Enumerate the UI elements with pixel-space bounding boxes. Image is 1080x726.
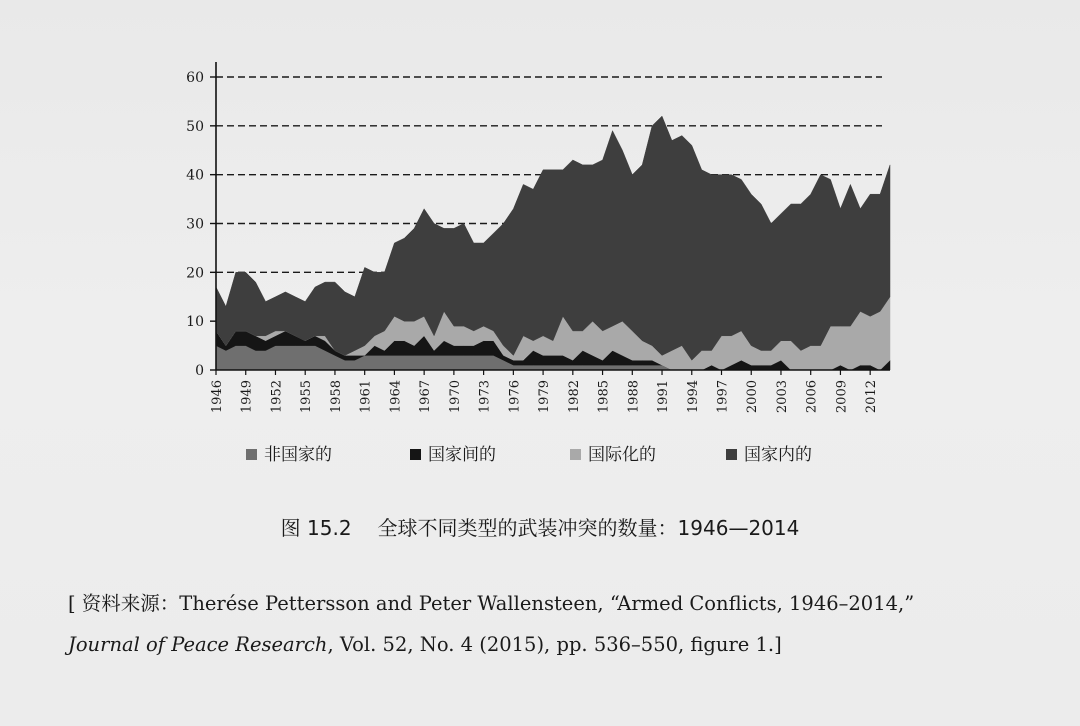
x-tick-label-2012: 2012 bbox=[864, 380, 880, 414]
y-tick-label-60: 60 bbox=[186, 70, 204, 86]
y-axis-ticks bbox=[186, 70, 216, 379]
stacked-areas bbox=[216, 116, 890, 370]
x-tick-label-1976: 1976 bbox=[507, 380, 523, 414]
x-tick-label-2003: 2003 bbox=[775, 380, 790, 414]
area-series-4 bbox=[216, 116, 890, 360]
y-tick-label-0: 0 bbox=[195, 363, 204, 379]
x-tick-label-1994: 1994 bbox=[685, 380, 701, 414]
figure-number: 图 15.2 bbox=[280, 516, 352, 540]
legend-swatch-2 bbox=[410, 449, 421, 460]
x-tick-label-1985: 1985 bbox=[596, 380, 612, 414]
source-prefix: [ 资料来源：Therése Pettersson and Peter Wallensteen, “Armed Conflicts, 1946–2014,” bbox=[68, 592, 915, 615]
x-tick-label-1973: 1973 bbox=[477, 380, 493, 414]
legend-swatch-1 bbox=[246, 449, 257, 460]
source-journal: Journal of Peace Research bbox=[68, 633, 328, 656]
x-tick-label-1955: 1955 bbox=[299, 380, 315, 414]
x-axis-ticks bbox=[210, 370, 879, 413]
y-tick-label-20: 20 bbox=[186, 265, 204, 282]
legend-label-1: 非国家的 bbox=[264, 445, 332, 465]
legend bbox=[246, 445, 812, 465]
x-tick-label-1970: 1970 bbox=[447, 380, 463, 414]
x-tick-label-1991: 1991 bbox=[656, 380, 671, 414]
x-tick-label-2009: 2009 bbox=[834, 380, 850, 414]
figure-caption bbox=[0, 512, 1080, 541]
legend-swatch-4 bbox=[726, 449, 737, 460]
y-tick-label-40: 40 bbox=[186, 167, 204, 184]
y-tick-label-10: 10 bbox=[186, 314, 204, 331]
x-tick-label-1982: 1982 bbox=[566, 380, 582, 414]
x-tick-label-1958: 1958 bbox=[328, 380, 344, 414]
legend-label-3: 国际化的 bbox=[588, 445, 656, 465]
x-tick-label-1964: 1964 bbox=[388, 380, 404, 414]
x-tick-label-1946: 1946 bbox=[210, 380, 225, 414]
legend-label-2: 国家间的 bbox=[428, 445, 496, 465]
x-tick-label-1988: 1988 bbox=[626, 380, 642, 414]
x-tick-label-1967: 1967 bbox=[418, 380, 434, 414]
legend-label-4: 国家内的 bbox=[744, 445, 812, 465]
x-tick-label-1949: 1949 bbox=[239, 380, 255, 414]
x-tick-label-2006: 2006 bbox=[804, 380, 820, 414]
source-citation bbox=[68, 583, 1058, 665]
x-tick-label-1997: 1997 bbox=[715, 380, 731, 414]
source-suffix: , Vol. 52, No. 4 (2015), pp. 536–550, figure 1.] bbox=[327, 633, 782, 656]
legend-swatch-3 bbox=[570, 449, 581, 460]
x-tick-label-2000: 2000 bbox=[745, 380, 761, 414]
x-tick-label-1979: 1979 bbox=[537, 380, 553, 414]
y-tick-label-50: 50 bbox=[186, 118, 204, 135]
x-tick-label-1952: 1952 bbox=[269, 380, 285, 414]
y-tick-label-30: 30 bbox=[186, 216, 204, 233]
figure-title: 全球不同类型的武装冲突的数量：1946—2014 bbox=[377, 516, 800, 540]
x-tick-label-1961: 1961 bbox=[358, 380, 374, 414]
